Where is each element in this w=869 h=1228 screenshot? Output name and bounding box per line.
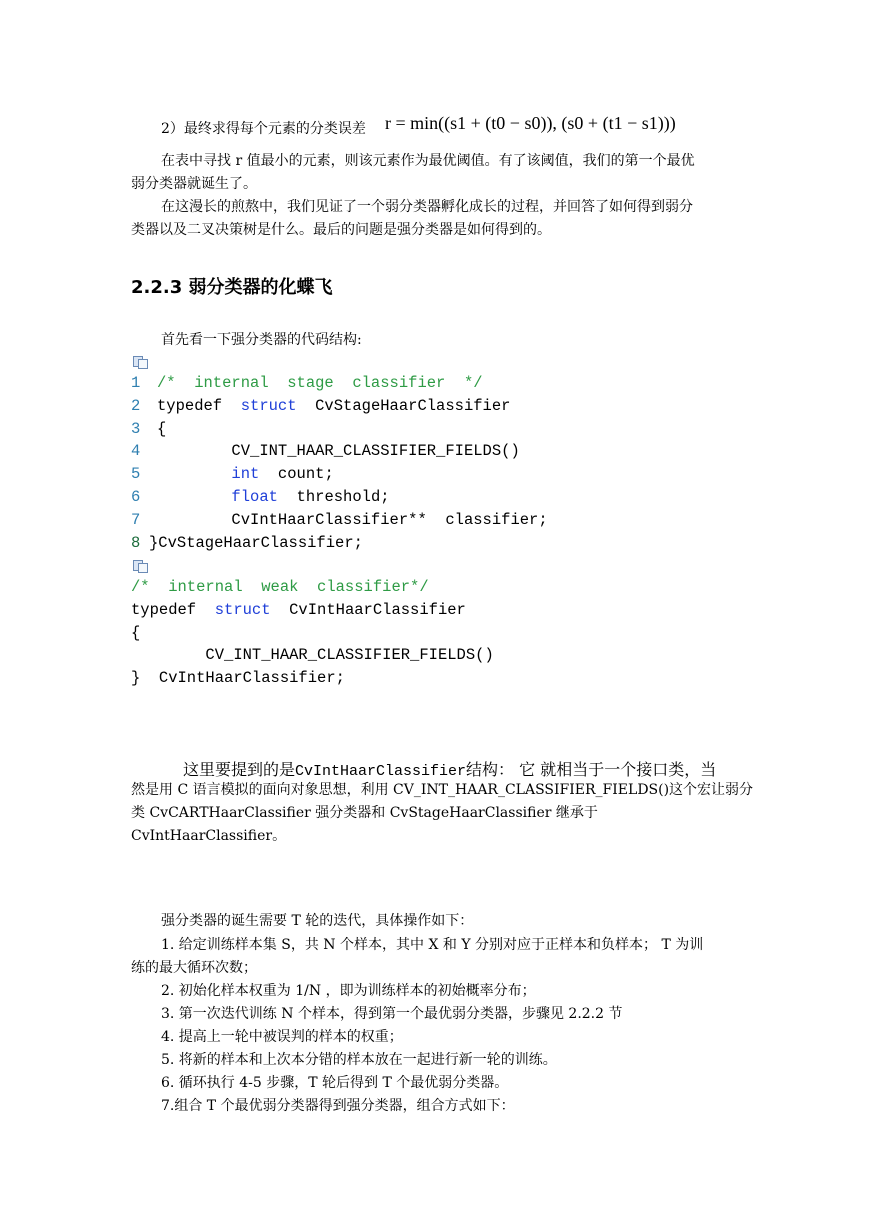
comment: /* internal weak classifier*/	[131, 578, 429, 596]
code-text: CvIntHaarClassifier** classifier;	[157, 510, 548, 529]
code-text: {	[157, 419, 167, 438]
code-text: CvIntHaarClassifier	[270, 600, 466, 619]
line-number: 4	[131, 442, 141, 461]
code-line	[131, 488, 390, 506]
code-text: CV_INT_HAAR_CLASSIFIER_FIELDS()	[131, 646, 494, 665]
paragraph-line: 在这漫长的煎熬中，我们见证了一个弱分类器孵化成长的过程，并回答了如何得到弱分	[161, 199, 693, 215]
code-line	[131, 465, 334, 483]
code-intro: 首先看一下强分类器的代码结构:	[161, 332, 362, 348]
paragraph-text: 2）最终求得每个元素的分类误差	[161, 121, 366, 137]
code-line	[131, 442, 520, 460]
copy-code-icon[interactable]	[133, 560, 147, 572]
code-text: }CvStageHaarClassifier;	[149, 533, 363, 552]
steps-intro: 强分类器的诞生需要 T 轮的迭代，具体操作如下：	[161, 913, 474, 929]
code-text	[157, 488, 231, 506]
explain-line-3: 类 CvCARTHaarClassifier 强分类器和 CvStageHaarClassifier 继承于	[131, 805, 598, 821]
keyword: int	[231, 465, 260, 484]
step-6: 6. 循环执行 4-5 步骤，T 轮后得到 T 个最优弱分类器。	[161, 1075, 509, 1091]
classification-error-line	[161, 118, 366, 140]
code-line	[131, 601, 466, 619]
line-number: 1	[131, 374, 141, 392]
explain-line-4: CvIntHaarClassifier。	[131, 828, 287, 844]
copy-code-icon[interactable]	[133, 356, 147, 368]
step-7: 7.组合 T 个最优弱分类器得到强分类器，组合方式如下：	[161, 1098, 515, 1114]
code-line	[131, 511, 548, 529]
line-number: 8	[131, 533, 141, 552]
comment: /* internal stage classifier */	[157, 374, 483, 392]
code-text: threshold;	[277, 488, 390, 506]
code-line	[131, 669, 345, 687]
line-number: 3	[131, 419, 141, 438]
code-text: } CvIntHaarClassifier;	[131, 669, 345, 688]
code-line	[131, 578, 429, 596]
code-text: typedef	[131, 600, 215, 619]
line-number: 7	[131, 510, 141, 529]
code-text: count;	[259, 465, 334, 484]
step-4: 4. 提高上一轮中被误判的样本的权重；	[161, 1029, 403, 1045]
code-line	[131, 646, 494, 664]
keyword: struct	[240, 396, 297, 415]
code-line	[131, 420, 166, 438]
step-2: 2. 初始化样本权重为 1/N ，即为训练样本的初始概率分布；	[161, 983, 536, 999]
line-number: 2	[131, 396, 141, 415]
code-text: {	[131, 623, 141, 642]
line-number: 6	[131, 488, 141, 506]
line-number: 5	[131, 465, 141, 484]
explain-text: 这里要提到的是	[183, 760, 296, 779]
section-heading: 2.2.3 弱分类器的化蝶飞	[131, 277, 333, 298]
code-text	[157, 465, 231, 483]
step-5: 5. 将新的样本和上次本分错的样本放在一起进行新一轮的训练。	[161, 1052, 557, 1068]
explain-line-2: 然是用 C 语言模拟的面向对象思想，利用 CV_INT_HAAR_CLASSIFIER_FIELDS()这个宏让弱分	[131, 782, 754, 798]
code-line	[131, 397, 510, 415]
code-line	[131, 624, 140, 642]
step-1: 1. 给定训练样本集 S，共 N 个样本，其中 X 和 Y 分别对应于正样本和负样本； T 为训	[161, 937, 704, 953]
step-3: 3. 第一次迭代训练 N 个样本，得到第一个最优弱分类器，步骤见 2.2.2 节	[161, 1006, 623, 1022]
code-text: CV_INT_HAAR_CLASSIFIER_FIELDS()	[157, 442, 520, 461]
code-text: CvStageHaarClassifier	[296, 396, 511, 415]
explain-line-1	[183, 757, 716, 780]
code-text: typedef	[157, 396, 241, 415]
error-formula: r = min((s1 + (t0 − s0)), (s0 + (t1 − s1)))	[385, 113, 676, 133]
paragraph-line: 弱分类器就诞生了。	[131, 176, 257, 192]
struct-name: CvIntHaarClassifier	[295, 763, 467, 780]
code-line	[131, 534, 363, 552]
keyword: float	[231, 488, 278, 506]
paragraph-line: 类器以及二叉决策树是什么。最后的问题是强分类器是如何得到的。	[131, 222, 551, 238]
keyword: struct	[214, 600, 271, 619]
step-1-cont: 练的最大循环次数；	[131, 960, 257, 976]
paragraph-line: 在表中寻找 r 值最小的元素，则该元素作为最优阈值。有了该阈值，我们的第一个最优	[161, 153, 695, 169]
code-line	[131, 374, 483, 392]
explain-text: 结构： 它 就相当于一个接口类，当	[466, 760, 717, 779]
